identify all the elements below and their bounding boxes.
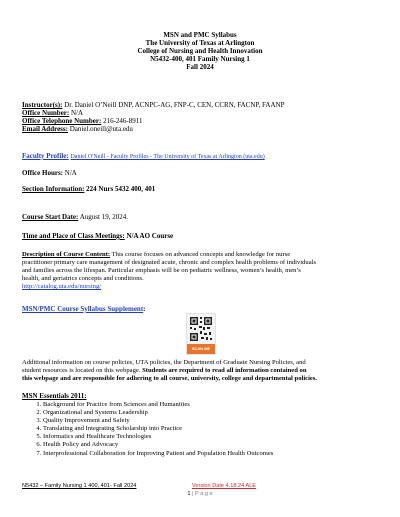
office-number-value: N/A: [70, 109, 84, 117]
qr-code-icon: [187, 314, 215, 344]
course-content-paragraph: [22, 251, 372, 291]
additional-info-paragraph: [22, 359, 372, 383]
page-label: | P a g e: [192, 491, 213, 497]
supplement-colon: :: [143, 305, 146, 313]
faculty-profile-line: [22, 152, 265, 161]
office-hours-line: [22, 169, 77, 177]
course-content-line-4: health, and geriatrics concepts and conditions.: [22, 275, 144, 283]
phone-line: [22, 117, 142, 125]
class-meetings-value: N/A AO Course: [126, 232, 174, 240]
list-item: 1. Background for Practice from Sciences and Humanities: [43, 401, 273, 409]
additional-line-1: Additional information on course policies, UTA policies, the Department of Graduate Nursing Policies, and: [22, 359, 306, 366]
list-item: 5. Informatics and Healthcare Technologies: [43, 433, 273, 441]
footer-version: Version Date 4.18.24 ALE: [192, 483, 257, 489]
header-line-5: Fall 2024: [186, 63, 214, 71]
section-info-value: 224 Nurs 5432 400, 401: [86, 185, 156, 193]
course-content-line-2: practitioner primary care management of designated acute, chronic and complex health problems of individuals: [22, 259, 317, 267]
email-line: [22, 125, 133, 133]
qr-caption-bar: [187, 344, 215, 354]
footer-course: N5432 – Family Nursing 1 400, 401- Fall 2024: [22, 483, 137, 489]
additional-line-3-bold: this webpage and are responsible for adhering to all course, university, college and departmental policies.: [22, 375, 318, 383]
qr-caption: SCAN ME: [191, 346, 211, 351]
additional-line-2-bold: Students are required to read all information contained on: [142, 367, 307, 375]
supplement-line: [22, 305, 146, 313]
course-start-line: [22, 213, 128, 221]
list-item: 2. Organizational and Systems Leadership: [43, 409, 273, 417]
instructor-line: [22, 101, 284, 109]
course-content-line-1: This course focuses on advanced concepts and knowledge for nurse: [111, 251, 291, 258]
course-start-value: August 19, 2024.: [79, 213, 128, 221]
instructor-value: Dr. Daniel O’Neill DNP, ACNPC-AG, FNP-C, CEN, CCRN, FACNP, FAANP: [64, 101, 285, 109]
office-hours-label: Office Hours:: [22, 169, 64, 177]
header-line-2: The University of Texas at Arlington: [145, 39, 255, 47]
list-item: 3. Quality Improvement and Safety: [43, 417, 273, 425]
list-item: 6. Health Policy and Advocacy: [43, 441, 273, 449]
instructor-label: Instructor(s):: [22, 101, 63, 109]
page-number: 1: [187, 491, 191, 497]
class-meetings-label: Time and Place of Class Meetings:: [22, 232, 125, 240]
email-value: Daniel.oneill@uta.edu: [69, 125, 133, 133]
office-number-label: Office Number:: [22, 109, 70, 117]
catalog-link[interactable]: http://catalog.uta.edu/nursing/: [22, 283, 102, 291]
essentials-heading: [22, 392, 87, 400]
email-label: Email Address:: [22, 125, 68, 133]
header-line-3: College of Nursing and Health Innovation: [137, 47, 263, 55]
course-content-label: Description of Course Content:: [22, 251, 111, 258]
header-line-4: N5432-400, 401 Family Nursing 1: [150, 55, 250, 63]
office-hours-value: N/A: [64, 169, 77, 177]
essentials-label: MSN Essentials 2011:: [22, 392, 87, 400]
header-line-1: MSN and PMC Syllabus: [163, 31, 237, 39]
office-number-line: [22, 109, 83, 117]
faculty-profile-link[interactable]: Daniel O'Neill - Faculty Profiles - The University of Texas at Arlington (uta.edu): [70, 154, 265, 160]
qr-code[interactable]: [186, 313, 216, 355]
course-start-label: Course Start Date:: [22, 213, 79, 221]
phone-value: 216-246-8911: [103, 117, 143, 125]
list-item: 7. Interprofessional Collaboration for Improving Patient and Population Health Outcomes: [43, 450, 273, 458]
additional-line-2-plain: student resources is located on this webpage.: [22, 367, 141, 375]
section-info-label: Section Information:: [22, 185, 85, 193]
list-item: 4. Translating and Integrating Scholarship into Practice: [43, 425, 273, 433]
supplement-link[interactable]: MSN/PMC Course Syllabus Supplement: [22, 305, 144, 313]
essentials-list: [22, 401, 273, 458]
course-content-line-3: and families across the lifespan. Particular emphasis will be on pediatric wellness, women’s health, men’s: [22, 267, 301, 275]
faculty-profile-label: Faculty Profile:: [22, 152, 69, 160]
phone-label: Office Telephone Number:: [22, 117, 102, 125]
footer-page-number: [0, 491, 400, 498]
section-info-line: [22, 185, 155, 193]
class-meetings-line: [22, 232, 173, 240]
